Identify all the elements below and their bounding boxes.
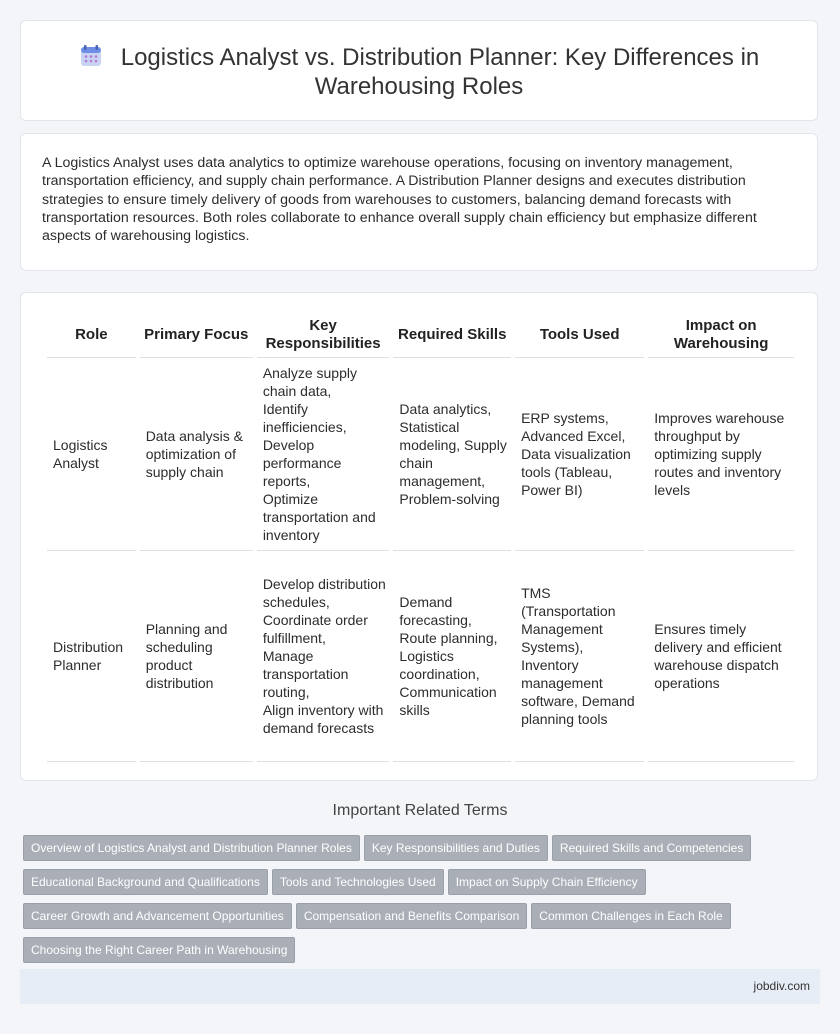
responsibility-item: Align inventory with demand forecasts [262,702,384,736]
tools-cell: TMS (Transportation Management Systems), Inventory management software, Demand planning tools [515,551,644,762]
page-title-wrap [21,43,817,101]
term-tag[interactable]: Key Responsibilities and Duties [364,835,548,861]
term-tag[interactable]: Common Challenges in Each Role [531,903,730,929]
skills-cell: Data analytics, Statistical modeling, Supply chain management, Problem-solving [393,358,511,551]
term-tag[interactable]: Career Growth and Advancement Opportunities [23,903,292,929]
responsibility-item: Coordinate order fulfillment, [262,612,368,646]
page-title: Logistics Analyst vs. Distribution Planner: Key Differences in Warehousing Roles [120,44,760,100]
comparison-table [43,313,798,762]
term-tag[interactable]: Compensation and Benefits Comparison [296,903,527,929]
column-header: Role [47,313,136,358]
comparison-table-card [20,292,818,781]
impact-cell: Ensures timely delivery and efficient warehouse dispatch operations [648,551,794,762]
intro-card [20,133,818,271]
table-row [47,551,794,762]
responsibility-item: Optimize transportation and inventory [262,491,376,543]
footer [20,969,820,1004]
impact-cell: Improves warehouse throughput by optimizing supply routes and inventory levels [648,358,794,551]
tools-cell: ERP systems, Advanced Excel, Data visualization tools (Tableau, Power BI) [515,358,644,551]
responsibility-item: Manage transportation routing, [262,648,349,700]
column-header: Required Skills [393,313,511,358]
term-tag[interactable]: Required Skills and Competencies [552,835,751,861]
term-tag[interactable]: Choosing the Right Career Path in Warehousing [23,937,295,963]
term-tag[interactable]: Tools and Technologies Used [272,869,444,895]
intro-text: A Logistics Analyst uses data analytics to optimize warehouse operations, focusing on inventory management, transportation efficiency, and supply chain performance. A Distribution Planner designs and executes distribution strategies to ensure timely delivery of goods from warehouses to customers, balancing demand forecasts with transportation resources. Both roles collaborate to enhance overall supply chain efficiency but emphasize different aspects of warehousing logistics. [42,155,757,245]
related-terms-list [23,835,783,971]
responsibility-item: Analyze supply chain data, [262,365,357,399]
table-row [47,358,794,551]
column-header: Tools Used [515,313,644,358]
responsibility-item: Identify inefficiencies, [262,401,347,435]
skills-cell: Demand forecasting, Route planning, Logistics coordination, Communication skills [393,551,511,762]
header-card [20,20,818,121]
focus-cell: Data analysis & optimization of supply chain [140,358,253,551]
role-cell: Distribution Planner [47,551,136,762]
term-tag[interactable]: Overview of Logistics Analyst and Distribution Planner Roles [23,835,360,861]
column-header: Key Responsibilities [257,313,390,358]
role-cell: Logistics Analyst [47,358,136,551]
term-tag[interactable]: Impact on Supply Chain Efficiency [448,869,646,895]
responsibility-item: Develop performance reports, [262,437,342,489]
column-header: Primary Focus [140,313,253,358]
responsibilities-cell [257,358,390,551]
responsibilities-cell [257,551,390,762]
calendar-icon [79,44,103,68]
footer-site-link[interactable]: jobdiv.com [753,979,810,993]
related-terms-title: Important Related Terms [332,802,508,819]
focus-cell: Planning and scheduling product distribution [140,551,253,762]
table-header-row [47,313,794,358]
responsibility-item: Develop distribution schedules, [262,576,386,610]
column-header: Impact on Warehousing [648,313,794,358]
term-tag[interactable]: Educational Background and Qualifications [23,869,268,895]
